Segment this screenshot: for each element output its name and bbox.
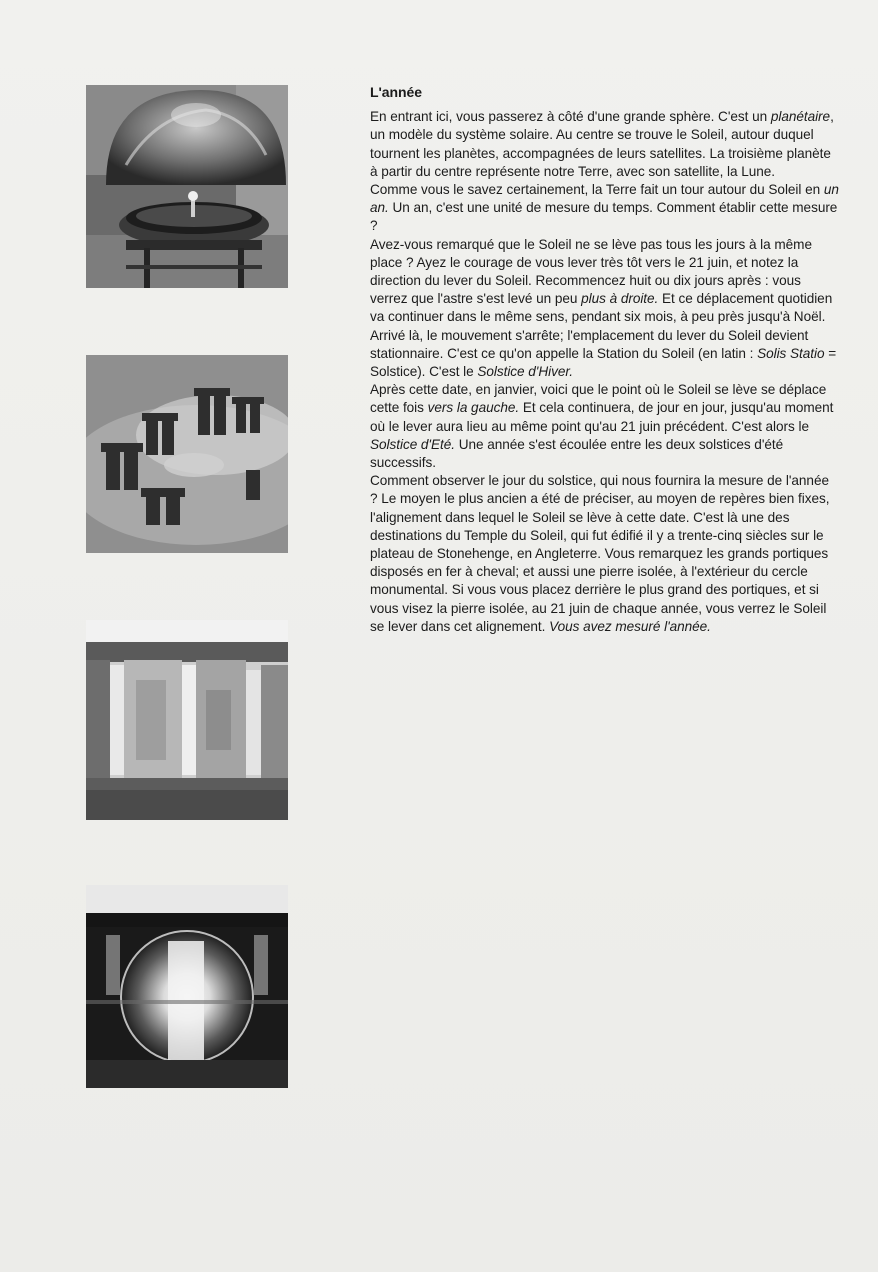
text-run: Après cette date, en janvier, voici que le point où le Soleil se lève se déplace cette fois [370, 382, 827, 416]
text-run: Et cela continuera, de jour en jour, jusqu'au moment où le lever aura lieu au même point qu'au 21 juin précédent. C'est alors le [370, 400, 834, 434]
paragraph-planetarium [370, 108, 840, 181]
stonehenge-trilithon-photo [86, 620, 288, 820]
emphasis: Vous avez mesuré l'année. [549, 618, 711, 634]
text-run: , un modèle du système solaire. Au centre se trouve le Soleil, autour duquel tournent les planètes, accompagnées de leurs satellites. La troisième planète à partir du centre représente notre Terre, avec son satellite, la Lune. [370, 109, 834, 179]
text-run: Avez-vous remarqué que le Soleil ne se lève pas tous les jours à la même place ? Ayez le courage de vous lever très tôt vers le 21 juin, et notez la direction du lever du Soleil. Recommencez huit ou dix jours après : vous verrez que l'astre s'est levé un peu [370, 236, 812, 307]
text-run: Comme vous le savez certainement, la Terre fait un tour autour du Soleil en [370, 182, 824, 198]
sunrise-alignment-photo [86, 885, 288, 1088]
emphasis: Solstice d'Eté. [370, 436, 455, 452]
paragraph-summer-solstice [370, 381, 840, 472]
stonehenge-model-photo [86, 355, 288, 553]
text-run: Une année s'est écoulée entre les deux solstices d'été successifs. [370, 436, 784, 471]
emphasis: planétaire [770, 109, 831, 125]
paragraph-year-unit [370, 181, 840, 236]
article-body [370, 83, 840, 636]
emphasis: Solstice d'Hiver. [477, 364, 574, 380]
paragraph-stonehenge [370, 472, 840, 636]
planetarium-photo [86, 85, 288, 288]
article-title: L'année [370, 84, 422, 100]
emphasis: vers la gauche. [427, 400, 520, 416]
text-run: Comment observer le jour du solstice, qui nous fournira la mesure de l'année ? Le moyen le plus ancien a été de préciser, au moyen de repères bien fixes, l'alignement dans lequel le Soleil se lève à cette date. C'est là une des destinations du Temple du Soleil, qui fut édifié il y a trente-cinq siècles sur le plateau de Stonehenge, en Angleterre. Vous remarquez les grands portiques disposés en fer à cheval; et aussi une pierre isolée, à l'extérieur du cercle monumental. Si vous vous placez derrière le plus grand des portiques, et si vous visez la pierre isolée, au 21 juin de chaque année, vous verrez le Soleil se lever dans cet alignement. [370, 473, 830, 634]
text-run: Un an, c'est une unité de mesure du temps. Comment établir cette mesure ? [370, 200, 838, 234]
emphasis: Solis Statio [757, 345, 825, 361]
emphasis: un an. [370, 182, 839, 216]
paragraph-winter-solstice [370, 236, 840, 382]
text-run: Et ce déplacement quotidien va continuer dans le même sens, pendant six mois, à peu près jusqu'à Noël. Arrivé là, le mouvement s'arrête; l'emplacement du lever du Soleil devient stationnaire. C'est ce qu'on appelle la Station du Soleil (en latin : [370, 291, 833, 361]
text-run: = Solstice). C'est le [370, 345, 837, 380]
emphasis: plus à droite. [581, 291, 659, 307]
text-run: En entrant ici, vous passerez à côté d'une grande sphère. C'est un [370, 109, 771, 125]
